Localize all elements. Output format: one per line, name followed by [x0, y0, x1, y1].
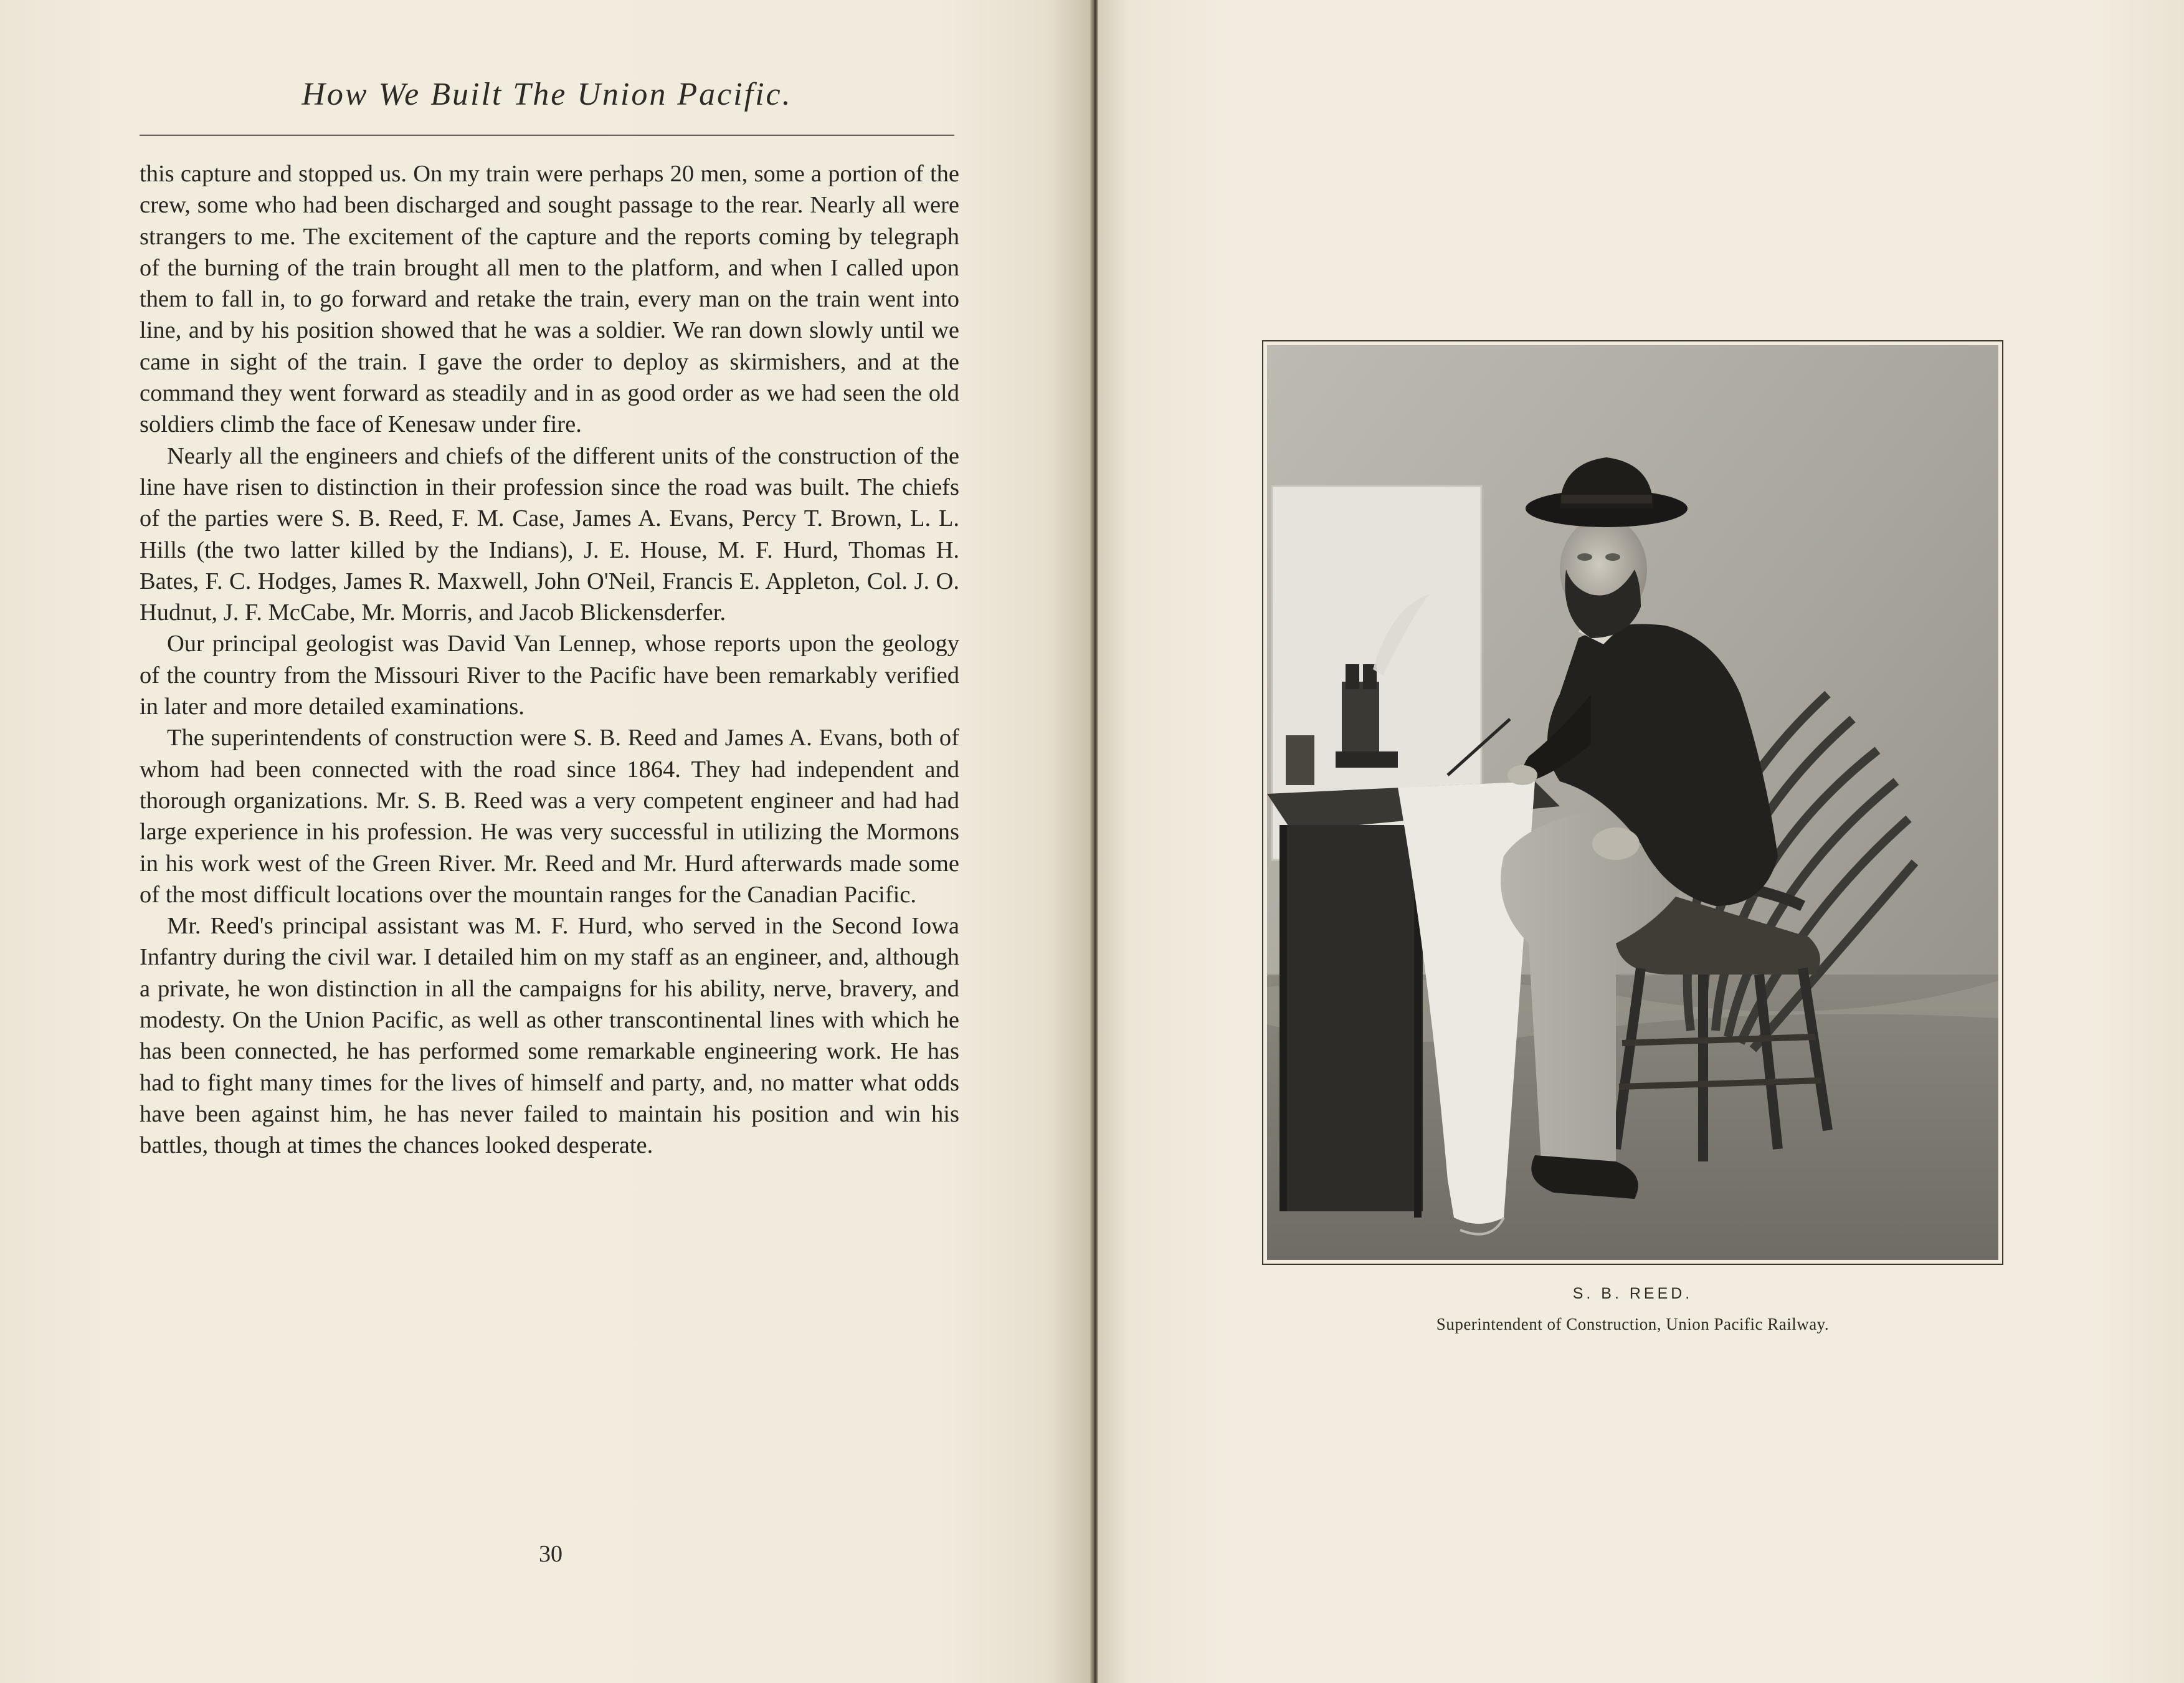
- paragraph-5: Mr. Reed's principal assistant was M. F. Hurd, who served in the Second Iowa Infantry during the civil war. I detailed him on my staff as an engineer, and, although a private, he won distinction in all the campaigns for his ability, nerve, bravery, and modesty. On the Union Pacific, as well as other transcontinental lines with which he has been connected, he has performed some remarkable engineering work. He has had to fight many times for the lives of himself and party, and, no matter what odds have been against him, he has never failed to maintain his position and win his battles, though at times the chances looked desperate.: [140, 913, 959, 1159]
- running-head: How We Built The Union Pacific.: [301, 77, 792, 112]
- paragraph-1: this capture and stopped us. On my train were perhaps 20 men, some a portion of the crew, some who had been discharged and sought passage to the rear. Nearly all were strangers to me. The excitement of the capture and the reports coming by telegraph of the burning of the train brought all men to the platform, and when I called upon them to fall in, to go forward and retake the train, every man on the train went into line, and by his position showed that he was a soldier. We ran down slowly until we came in sight of the train. I gave the order to deploy as skirmishers, and at the command they went forward as steadily and in as good order as we had seen the old soldiers climb the face of Kenesaw under fire.: [140, 161, 959, 438]
- page-number: 30: [539, 1541, 563, 1567]
- plate-caption-subtitle: Superintendent of Construction, Union Pacific Railway.: [1436, 1315, 1830, 1333]
- paragraph-2: Nearly all the engineers and chiefs of the different units of the construction of the line have risen to distinction in their profession since the road was built. The chiefs of the parties were S. B. Reed, F. M. Case, James A. Evans, Percy T. Brown, L. L. Hills (the two latter killed by the Indians), J. E. House, M. F. Hurd, Thomas H. Bates, F. C. Hodges, James R. Maxwell, John O'Neil, Francis E. Appleton, Col. J. O. Hudnut, J. F. McCabe, Mr. Morris, and Jacob Blickensderfer.: [140, 442, 959, 626]
- header-rule: [140, 135, 954, 136]
- plate-caption-title: S. B. REED.: [1572, 1285, 1693, 1302]
- body-text: [140, 158, 959, 1161]
- paragraph-4: The superintendents of construction were S. B. Reed and James A. Evans, both of whom had been connected with the road since 1864. They had independent and thorough organizations. Mr. S. B. Reed was a very competent engineer and had had large experience in his profession. He was very successful in utilizing the Mormons in his work west of the Green River. Mr. Reed and Mr. Hurd afterwards made some of the most difficult locations over the mountain ranges for the Canadian Pacific.: [140, 725, 959, 908]
- paragraph-3: Our principal geologist was David Van Lennep, whose reports upon the geology of the country from the Missouri River to the Pacific have been remarkably verified in later and more detailed examinations.: [140, 631, 959, 720]
- portrait-plate-frame: [1262, 340, 2003, 1265]
- portrait-photograph: [1267, 345, 1998, 1260]
- left-page: [0, 0, 1091, 1683]
